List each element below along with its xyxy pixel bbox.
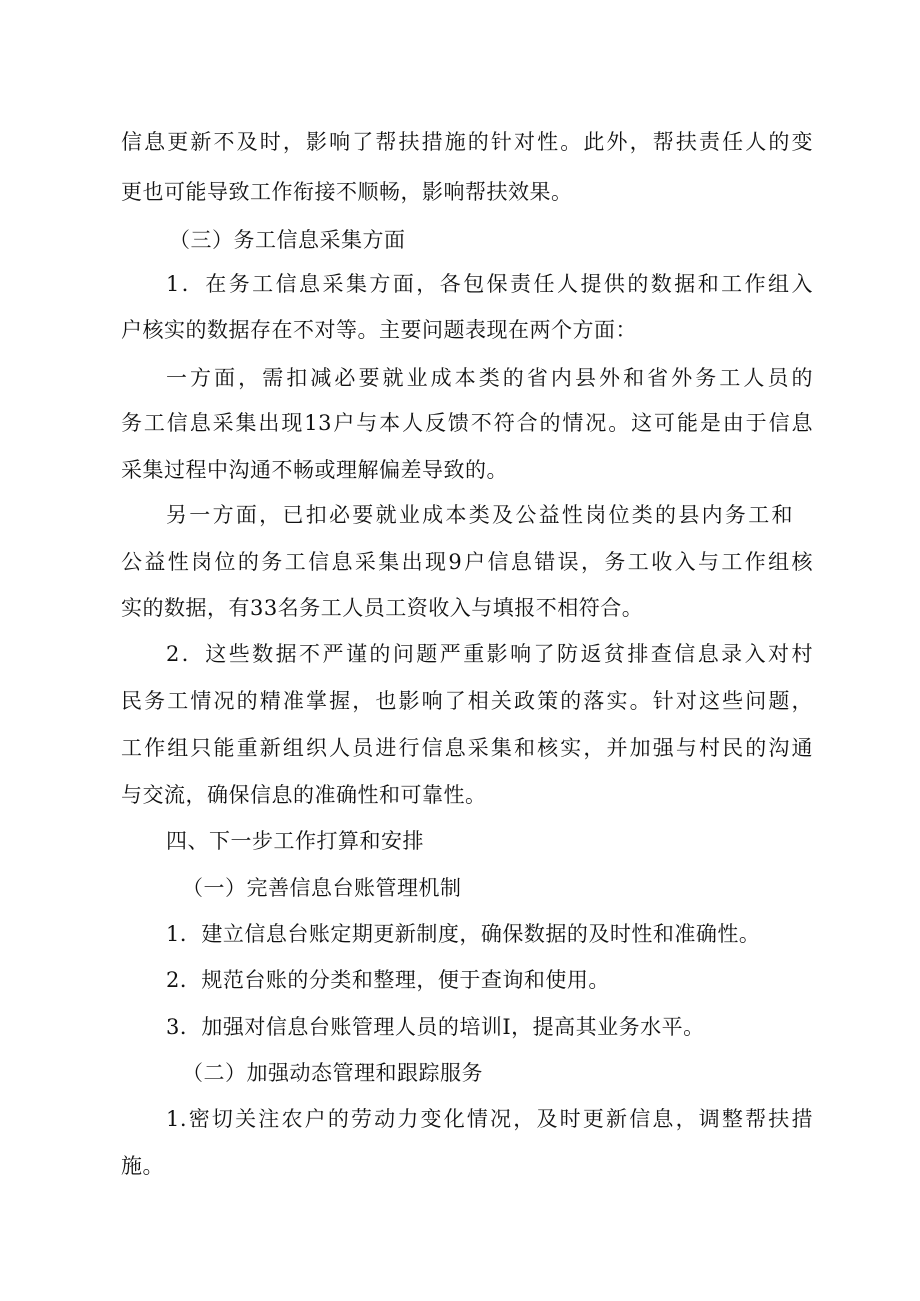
subsection-heading: （一）完善信息台账管理机制: [182, 876, 462, 900]
paragraph-line: 另一方面，已扣必要就业成本类及公益性岗位类的县内务工和: [166, 503, 793, 527]
subsection-heading: （二）加强动态管理和跟踪服务: [182, 1061, 483, 1085]
paragraph-line: 公益性岗位的务工信息采集出现9户信息错误，务工收入与工作组核: [121, 550, 813, 574]
paragraph-line: 信息更新不及时，影响了帮扶措施的针对性。此外，帮扶责任人的变: [121, 130, 813, 154]
list-item: 1．建立信息台账定期更新制度，确保数据的及时性和准确性。: [166, 922, 761, 946]
section-heading: （三）务工信息采集方面: [169, 228, 406, 252]
paragraph-line: 务工信息采集出现13户与本人反馈不符合的情况。这可能是由于信息: [121, 411, 813, 435]
paragraph-line: 民务工情况的精准掌握，也影响了相关政策的落实。针对这些问题，: [121, 689, 813, 713]
paragraph-line: 与交流，确保信息的准确性和可靠性。: [121, 783, 487, 807]
paragraph-line: 实的数据，有33名务工人员工资收入与填报不相符合。: [121, 596, 644, 620]
paragraph-line: 户核实的数据存在不对等。主要问题表现在两个方面：: [121, 318, 637, 342]
paragraph-line: 2．这些数据不严谨的问题严重影响了防返贫排查信息录入对村: [166, 642, 813, 666]
paragraph-line: 工作组只能重新组织人员进行信息采集和核实，并加强与村民的沟通: [121, 736, 813, 760]
list-item: 2．规范台账的分类和整理，便于查询和使用。: [166, 968, 610, 992]
paragraph-line: 一方面，需扣减必要就业成本类的省内县外和省外务工人员的: [166, 366, 813, 390]
section-heading: 四、下一步工作打算和安排: [166, 829, 424, 853]
paragraph-line: 施。: [121, 1154, 164, 1178]
paragraph-line: 采集过程中沟通不畅或理解偏差导致的。: [121, 458, 508, 482]
paragraph-line: 更也可能导致工作衔接不顺畅，影响帮扶效果。: [121, 180, 573, 204]
list-item: 3．加强对信息台账管理人员的培训I，提高其业务水平。: [166, 1015, 705, 1039]
paragraph-line: 1．在务工信息采集方面，各包保责任人提供的数据和工作组入: [166, 272, 813, 296]
paragraph-line: 1.密切关注农户的劳动力变化情况，及时更新信息，调整帮扶措: [166, 1107, 813, 1131]
